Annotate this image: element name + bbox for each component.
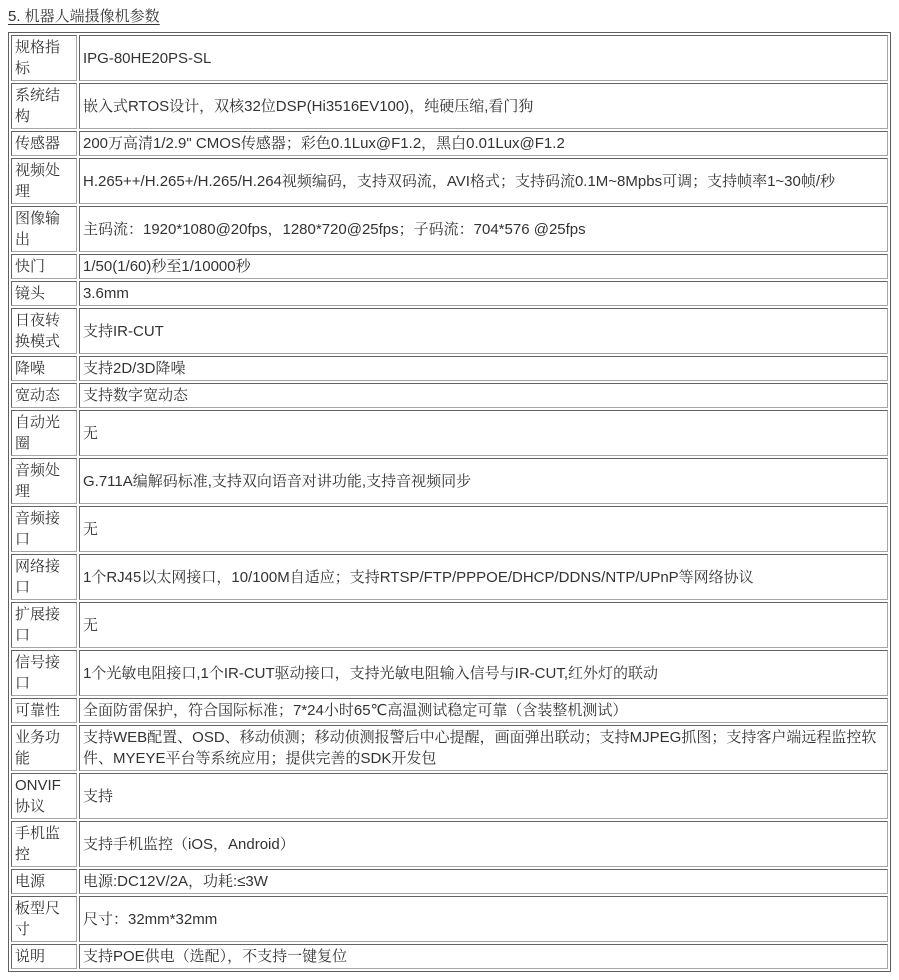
spec-value-cell: 支持POE供电（选配），不支持一键复位 bbox=[79, 944, 888, 969]
table-row bbox=[11, 698, 888, 723]
table-row bbox=[11, 206, 888, 252]
table-row bbox=[11, 158, 888, 204]
spec-label-cell: 降噪 bbox=[11, 356, 77, 381]
spec-label-cell: 音频接口 bbox=[11, 506, 77, 552]
page-title: 5. 机器人端摄像机参数 bbox=[8, 8, 160, 25]
table-row bbox=[11, 821, 888, 867]
table-row bbox=[11, 773, 888, 819]
spec-label-cell: 网络接口 bbox=[11, 554, 77, 600]
table-row bbox=[11, 506, 888, 552]
spec-value-cell: 3.6mm bbox=[79, 281, 888, 306]
spec-label-cell: 自动光圈 bbox=[11, 410, 77, 456]
spec-value-cell: 1个RJ45以太网接口，10/100M自适应；支持RTSP/FTP/PPPOE/DHCP/DDNS/NTP/UPnP等网络协议 bbox=[79, 554, 888, 600]
spec-value-cell: 支持数字宽动态 bbox=[79, 383, 888, 408]
spec-value-cell: IPG-80HE20PS-SL bbox=[79, 35, 888, 81]
spec-label-cell: 扩展接口 bbox=[11, 602, 77, 648]
spec-value-cell: 支持 bbox=[79, 773, 888, 819]
table-row bbox=[11, 944, 888, 969]
spec-label-cell: 信号接口 bbox=[11, 650, 77, 696]
spec-label-cell: 图像输出 bbox=[11, 206, 77, 252]
spec-label-cell: 可靠性 bbox=[11, 698, 77, 723]
table-row bbox=[11, 410, 888, 456]
spec-label-cell: 手机监控 bbox=[11, 821, 77, 867]
table-row bbox=[11, 383, 888, 408]
table-row bbox=[11, 650, 888, 696]
table-row bbox=[11, 896, 888, 942]
spec-value-cell: 200万高清1/2.9" CMOS传感器；彩色0.1Lux@F1.2，黑白0.01Lux@F1.2 bbox=[79, 131, 888, 156]
spec-value-cell: 支持IR-CUT bbox=[79, 308, 888, 354]
table-row bbox=[11, 308, 888, 354]
spec-label-cell: 镜头 bbox=[11, 281, 77, 306]
table-row bbox=[11, 83, 888, 129]
spec-label-cell: 板型尺寸 bbox=[11, 896, 77, 942]
table-row bbox=[11, 131, 888, 156]
spec-label-cell: 宽动态 bbox=[11, 383, 77, 408]
spec-label-cell: 规格指标 bbox=[11, 35, 77, 81]
spec-label-cell: 传感器 bbox=[11, 131, 77, 156]
spec-value-cell: 电源:DC12V/2A，功耗:≤3W bbox=[79, 869, 888, 894]
spec-value-cell: 主码流：1920*1080@20fps，1280*720@25fps；子码流：704*576 @25fps bbox=[79, 206, 888, 252]
table-row bbox=[11, 602, 888, 648]
table-row bbox=[11, 281, 888, 306]
spec-label-cell: 说明 bbox=[11, 944, 77, 969]
spec-label-cell: ONVIF协议 bbox=[11, 773, 77, 819]
spec-value-cell: 尺寸：32mm*32mm bbox=[79, 896, 888, 942]
table-row bbox=[11, 869, 888, 894]
spec-label-cell: 电源 bbox=[11, 869, 77, 894]
spec-label-cell: 系统结构 bbox=[11, 83, 77, 129]
spec-label-cell: 快门 bbox=[11, 254, 77, 279]
spec-value-cell: 嵌入式RTOS设计，双核32位DSP(Hi3516EV100)，纯硬压缩,看门狗 bbox=[79, 83, 888, 129]
spec-label-cell: 音频处理 bbox=[11, 458, 77, 504]
spec-label-cell: 日夜转换模式 bbox=[11, 308, 77, 354]
table-row bbox=[11, 35, 888, 81]
table-row bbox=[11, 725, 888, 771]
spec-value-cell: 支持手机监控（iOS，Android） bbox=[79, 821, 888, 867]
spec-value-cell: 全面防雷保护，符合国际标准；7*24小时65℃高温测试稳定可靠（含装整机测试） bbox=[79, 698, 888, 723]
spec-value-cell: 1/50(1/60)秒至1/10000秒 bbox=[79, 254, 888, 279]
table-row bbox=[11, 356, 888, 381]
spec-value-cell: 支持2D/3D降噪 bbox=[79, 356, 888, 381]
spec-value-cell: H.265++/H.265+/H.265/H.264视频编码，支持双码流，AVI格式；支持码流0.1M~8Mpbs可调；支持帧率1~30帧/秒 bbox=[79, 158, 888, 204]
spec-label-cell: 视频处理 bbox=[11, 158, 77, 204]
spec-table-body bbox=[11, 35, 888, 969]
spec-value-cell: 无 bbox=[79, 410, 888, 456]
spec-label-cell: 业务功能 bbox=[11, 725, 77, 771]
table-row bbox=[11, 458, 888, 504]
table-row bbox=[11, 254, 888, 279]
spec-value-cell: 无 bbox=[79, 506, 888, 552]
spec-value-cell: 支持WEB配置、OSD、移动侦测；移动侦测报警后中心提醒，画面弹出联动；支持MJPEG抓图；支持客户端远程监控软件、MYEYE平台等系统应用；提供完善的SDK开发包 bbox=[79, 725, 888, 771]
spec-value-cell: 1个光敏电阻接口,1个IR-CUT驱动接口，支持光敏电阻输入信号与IR-CUT,红外灯的联动 bbox=[79, 650, 888, 696]
spec-value-cell: G.711A编解码标准,支持双向语音对讲功能,支持音视频同步 bbox=[79, 458, 888, 504]
table-row bbox=[11, 554, 888, 600]
camera-spec-table bbox=[8, 32, 891, 972]
spec-value-cell: 无 bbox=[79, 602, 888, 648]
